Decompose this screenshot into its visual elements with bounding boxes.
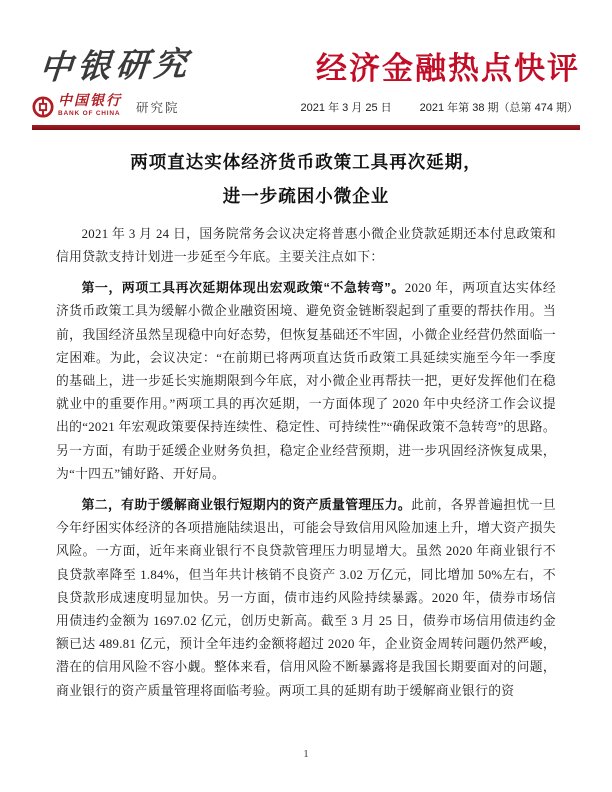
boc-name-chinese: 中国银行 (58, 94, 122, 110)
boc-wordmark (58, 95, 122, 117)
page-number: 1 (303, 749, 309, 760)
article-title-line2: 进一步疏困小微企业 (222, 185, 390, 206)
boc-coin-emblem-icon (32, 96, 54, 118)
bank-of-china-logo (32, 95, 122, 117)
masthead-divider-rule (32, 125, 580, 130)
masthead (0, 0, 612, 130)
paragraph-point-1-lead: 第一，两项工具再次延期体现出宏观政策“不急转弯”。 (81, 280, 405, 296)
paragraph-point-2-text: 此前，各界普遍担忧一旦今年纾困实体经济的各项措施陆续退出，可能会导致信用风险加速上升，增大资产损失风险。一方面，近年来商业银行不良贷款管理压力明显增大。虽然 2020 年商业银行不良贷款率降至 1.84%，但当年共计核销不良资产 3.02 万亿元，同比增加 50%左右，不良贷款形成速度明显加快。另一方面，债市违约风险持续暴露。2020 年，债券市场信用债违约金额为 1697.02 亿元，创历史新高。截至 3 月 25 日，债券市场信用债违约金额已达 489.81 亿元，预计全年违约金额将超过 2020 年，企业资金周转问题仍然严峻，潜在的信用风险不容小觑。整体来看，信用风险不断暴露将是我国长期要面对的问题，商业银行的资产质量管理将面临考验。两项工具的延期有助于缓解商业银行的资 (56, 498, 556, 698)
publication-title: 经济金融热点快评 (316, 51, 580, 87)
paragraph-point-2 (56, 493, 556, 703)
paragraph-intro-text: 2021 年 3 月 24 日，国务院常务会议决定将普惠小微企业贷款延期还本付息政策和信用贷款支持计划进一步延至今年底。主要关注点如下： (56, 226, 556, 264)
article-title-line1: 两项直达实体经济货币政策工具再次延期， (130, 151, 482, 172)
paragraph-point-2-lead: 第二，有助于缓解商业银行短期内的资产质量管理压力。 (81, 497, 412, 513)
paragraph-point-1-text: 2020 年，两项直达实体经济货币政策工具为缓解小微企业融资困境、避免资金链断裂起到了重要的帮扶作用。当前，我国经济虽然呈现稳中向好态势，但恢复基础还不牢固，小微企业经营仍然面临一定困难。为此，会议决定：“在前期已将两项直达货币政策工具延续实施至今年一季度的基础上，进一步延长实施期限到今年底，对小微企业再帮扶一把，更好发挥他们在稳就业中的重要作用。”两项工具的再次延期，一方面体现了 2020 年中央经济工作会议提出的“2021 年宏观政策要保持连续性、稳定性、可持续性”“确保政策不急转弯”的思路。另一方面，有助于延缓企业财务负担，稳定企业经营预期，进一步巩固经济恢复成果，为“十四五”铺好路、开好局。 (56, 281, 557, 481)
article-title (40, 145, 572, 213)
issue-number: 2021 年第 38 期（总第 474 期） (419, 101, 578, 114)
masthead-top-row (32, 43, 580, 87)
boc-name-english: BANK OF CHINA (58, 109, 121, 117)
masthead-meta-row (32, 95, 580, 117)
zhongyin-yanjiu-calligraphy-logo: 中银研究 (37, 43, 194, 87)
research-institute-label: 研究院 (136, 100, 180, 115)
paragraph-point-1 (56, 276, 556, 486)
paragraph-intro (56, 222, 556, 269)
publication-date: 2021 年 3 月 25 日 (300, 101, 392, 114)
article-body (56, 222, 556, 703)
